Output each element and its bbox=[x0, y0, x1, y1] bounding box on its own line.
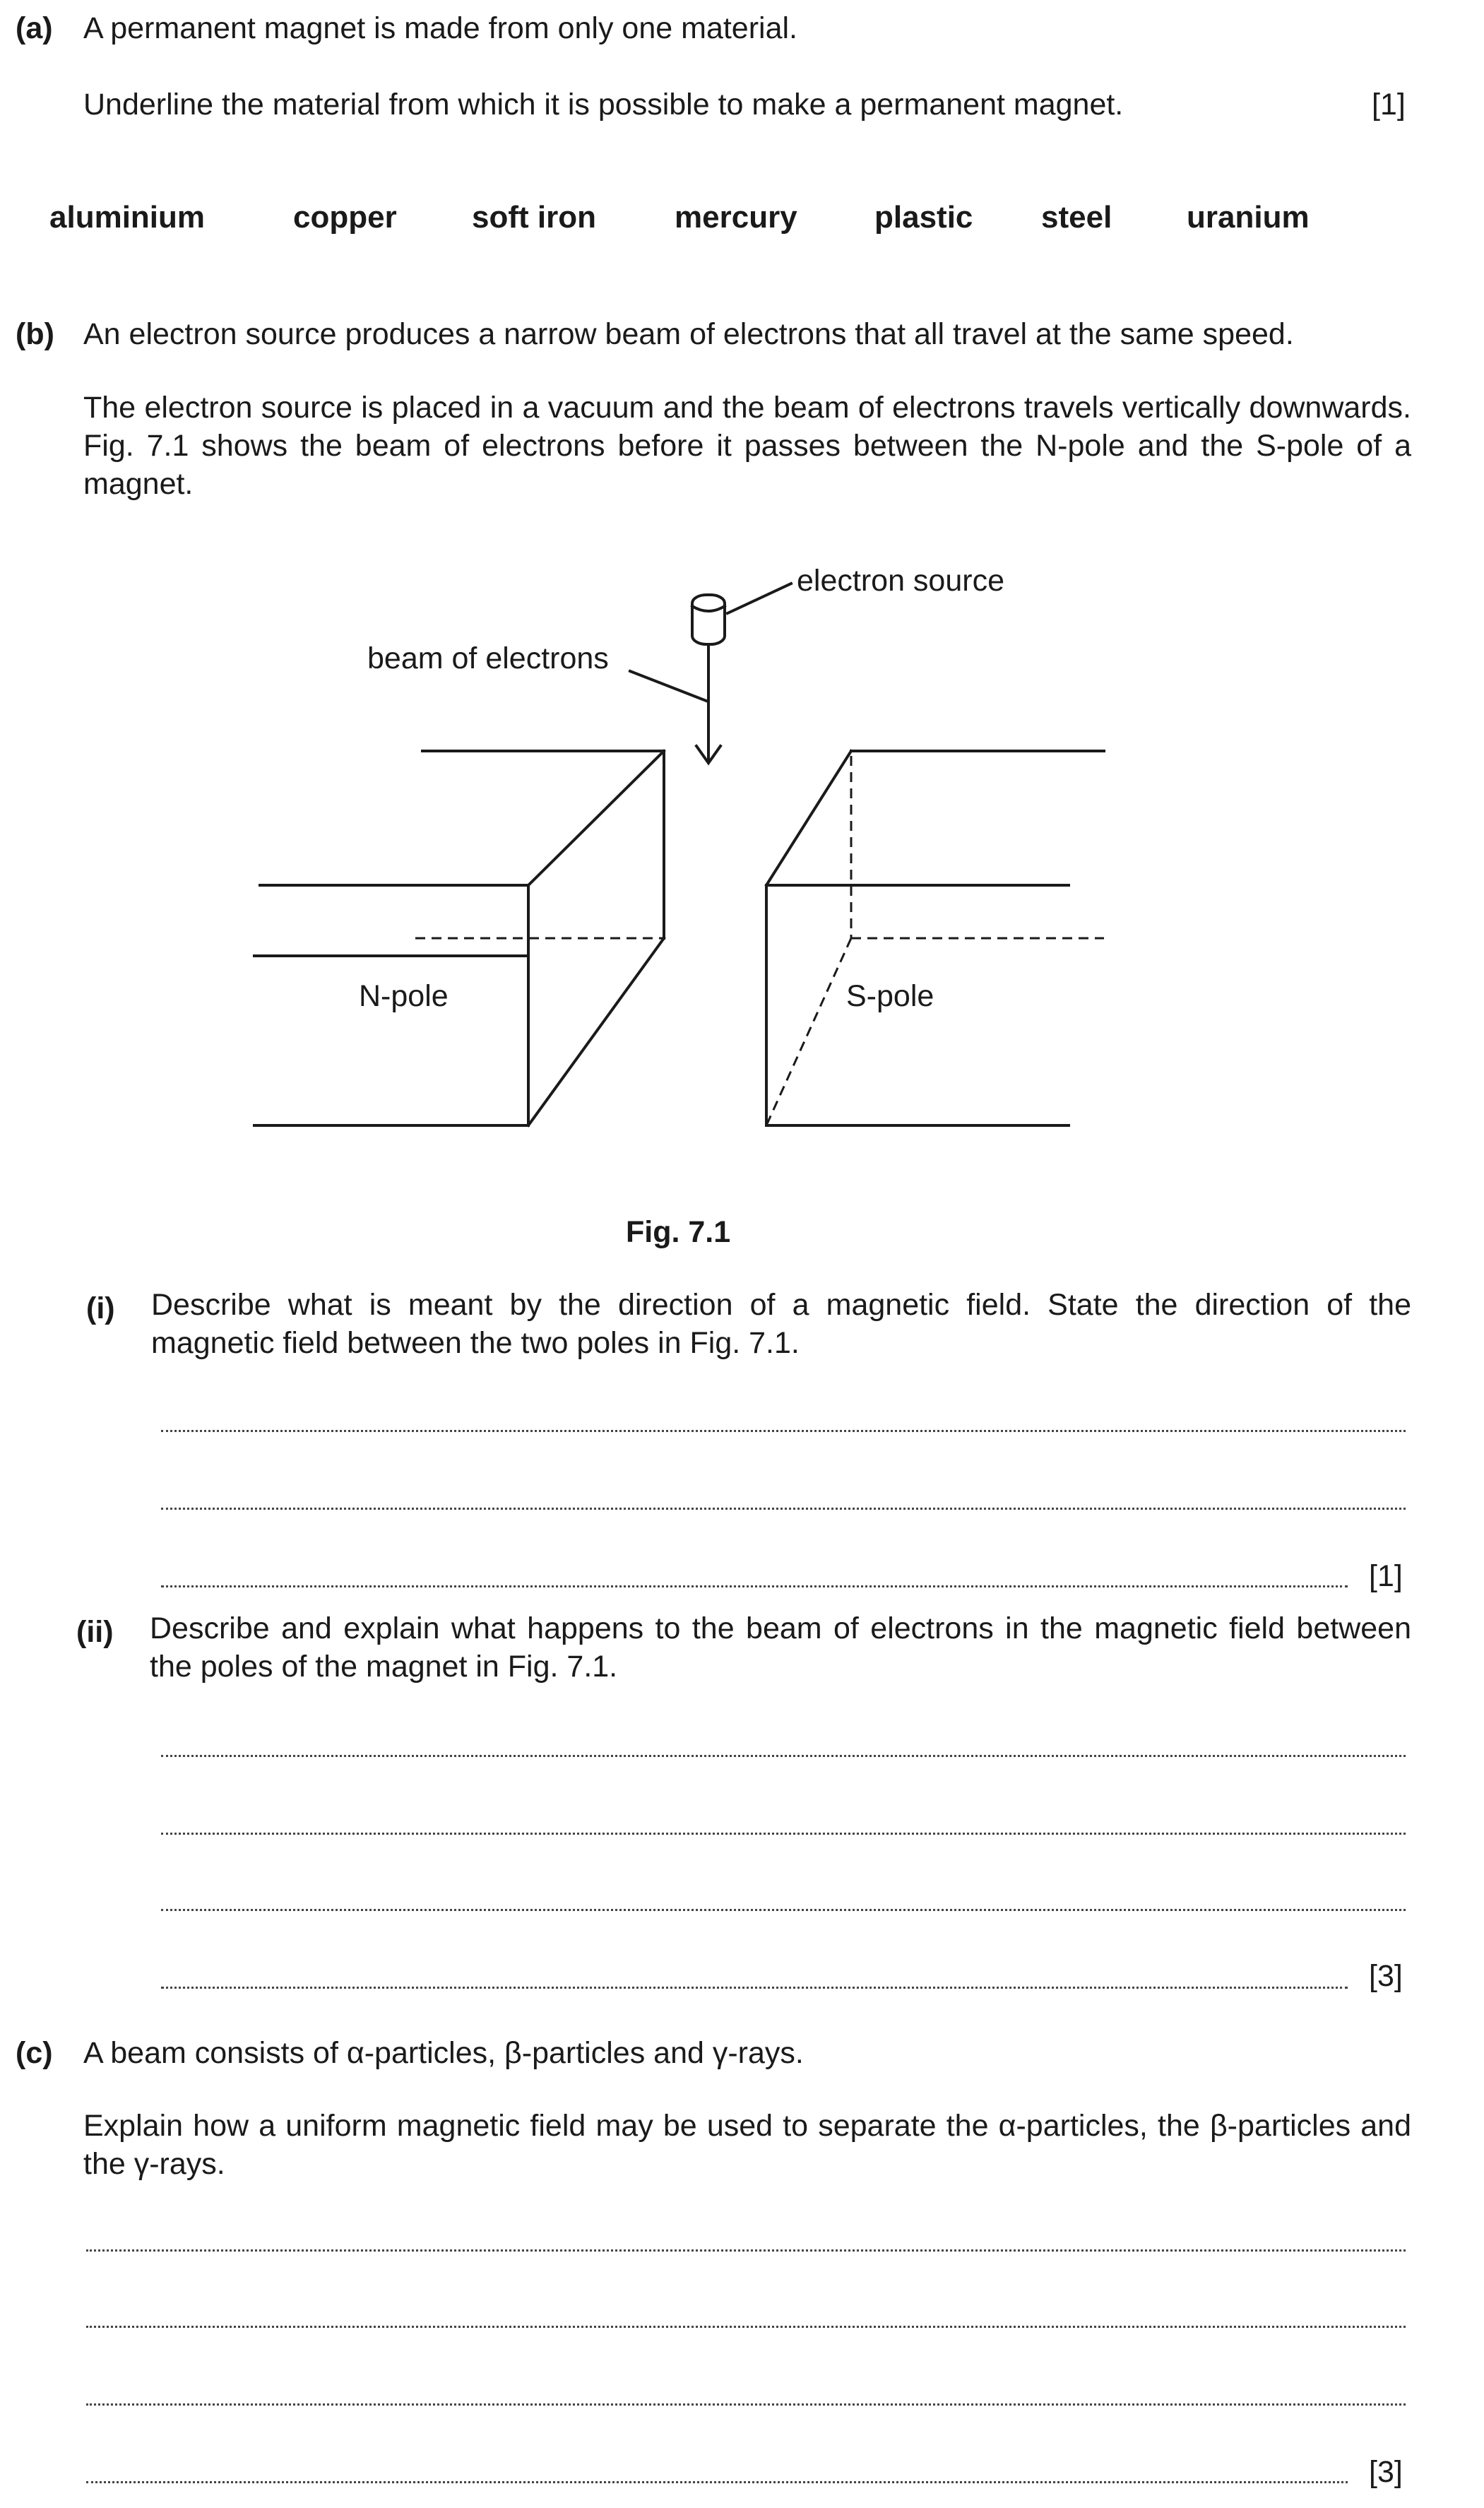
part-a-statement: A permanent magnet is made from only one material. bbox=[83, 11, 798, 45]
part-b-label: (b) bbox=[16, 317, 54, 351]
answer-line[interactable] bbox=[161, 1987, 1348, 1989]
material-option[interactable]: aluminium bbox=[49, 200, 206, 235]
part-b-i-question: Describe what is meant by the direction of a magnetic field. State the direction of the magnetic field between the two poles in Fig. 7.1. bbox=[151, 1288, 1411, 1360]
part-b-statement: An electron source produces a narrow beam of electrons that all travel at the same speed. bbox=[83, 317, 1294, 351]
answer-line[interactable] bbox=[161, 1430, 1406, 1432]
s-pole-label: S-pole bbox=[846, 979, 934, 1013]
answer-line[interactable] bbox=[161, 1508, 1406, 1510]
figure-caption: Fig. 7.1 bbox=[626, 1215, 731, 1249]
answer-line[interactable] bbox=[86, 2481, 1348, 2483]
part-c-marks: [3] bbox=[1369, 2455, 1403, 2489]
part-a-marks: [1] bbox=[1372, 88, 1406, 122]
electron-source-leader bbox=[728, 584, 791, 613]
answer-line[interactable] bbox=[86, 2249, 1406, 2252]
figure-magnet-diagram bbox=[0, 537, 1484, 1159]
part-b-ii-label: (ii) bbox=[76, 1615, 114, 1649]
material-option[interactable]: uranium bbox=[1187, 200, 1310, 235]
s-pole-hidden-edge bbox=[766, 938, 851, 1125]
material-option[interactable]: plastic bbox=[874, 200, 973, 235]
answer-line[interactable] bbox=[161, 1755, 1406, 1757]
part-a-instruction: Underline the material from which it is possible to make a permanent magnet. bbox=[83, 88, 1124, 122]
part-b-description: The electron source is placed in a vacuum and the beam of electrons travels vertically downwards. Fig. 7.1 shows the beam of electrons before it passes between the N-pole and the S-pole of a magnet. bbox=[83, 391, 1411, 501]
beam-label: beam of electrons bbox=[367, 641, 609, 675]
electron-source-icon bbox=[692, 595, 725, 644]
material-option[interactable]: copper bbox=[293, 200, 397, 235]
answer-line[interactable] bbox=[86, 2403, 1406, 2406]
electron-source-label: electron source bbox=[797, 564, 1004, 598]
part-b-ii-question: Describe and explain what happens to the beam of electrons in the magnetic field between the poles of the magnet in Fig. 7.1. bbox=[150, 1611, 1411, 1684]
part-b-i-label: (i) bbox=[86, 1291, 115, 1325]
part-a-label: (a) bbox=[16, 11, 53, 45]
part-c-question: Explain how a uniform magnetic field may be used to separate the α-particles, the β-particles and the γ-rays. bbox=[83, 2109, 1411, 2181]
answer-line[interactable] bbox=[161, 1585, 1348, 1587]
n-pole-label: N-pole bbox=[359, 979, 449, 1013]
material-option[interactable]: mercury bbox=[675, 200, 797, 235]
part-b-i-marks: [1] bbox=[1369, 1559, 1403, 1593]
answer-line[interactable] bbox=[161, 1833, 1406, 1835]
beam-arrow-icon bbox=[696, 644, 720, 763]
answer-line[interactable] bbox=[86, 2326, 1406, 2328]
answer-line[interactable] bbox=[161, 1909, 1406, 1911]
part-c-statement: A beam consists of α-particles, β-particles and γ-rays. bbox=[83, 2036, 804, 2070]
part-b-ii-marks: [3] bbox=[1369, 1959, 1403, 1993]
material-option[interactable]: soft iron bbox=[472, 200, 596, 235]
beam-leader bbox=[630, 671, 706, 701]
part-c-label: (c) bbox=[16, 2036, 53, 2070]
material-option[interactable]: steel bbox=[1041, 200, 1112, 235]
